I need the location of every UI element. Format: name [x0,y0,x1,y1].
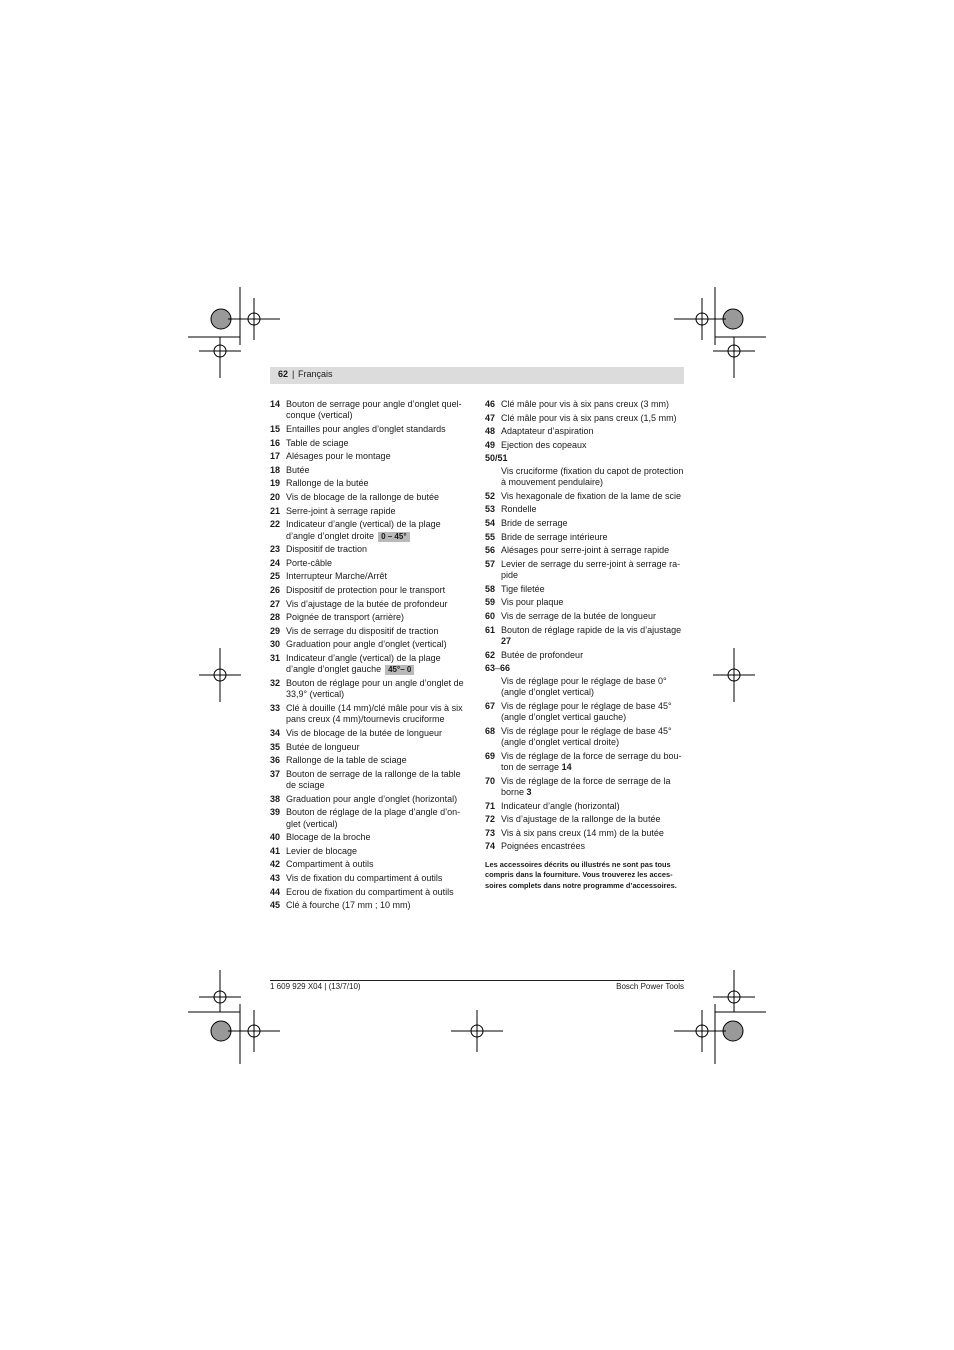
item-text-body: Vis de serrage de la butée de longueur [501,610,656,621]
item-number: 18 [270,464,281,475]
item-number: 29 [270,625,281,636]
item-text [286,703,470,726]
list-item [270,742,470,753]
item-text-body: Vis de réglage de la force de serrage de la borne [501,775,671,797]
item-number: 32 [270,677,281,688]
item-number: 33 [270,702,281,713]
list-item [270,755,470,766]
item-number: 49 [485,439,496,450]
item-number: 73 [485,827,496,838]
item-text-body: Levier de blocage [286,845,358,856]
right-list-b [485,491,685,661]
item-text [501,625,685,648]
page-number: 62 [278,369,289,379]
item-text-body: Indicateur d’angle (vertical) de la plage d’angle d’onglet gauche [286,652,441,675]
list-item [270,832,470,843]
item-text-body: Clé à fourche (17 mm ; 10 mm) [286,900,411,911]
item-text-body: Vis de réglage de la force de serrage du bouton de serrage [501,750,682,772]
item-text [286,465,470,476]
item-number: 40 [270,832,281,843]
item-text-body: Vis pour plaque [501,597,564,608]
item-text-body: Clé à douille (14 mm)/clé mâle pour vis à six pans creux (4 mm)/tournevis cruciforme [286,702,463,725]
item-text-body: Vis hexagonale de fixation de la lame de scie [501,490,681,501]
item-number: 21 [270,505,281,516]
item-number: 42 [270,859,281,870]
list-item [270,465,470,476]
item-number: 74 [485,841,496,852]
list-item [485,399,685,410]
item-text-body: Bouton de serrage pour angle d’onglet quelconque (vertical) [286,399,462,421]
item-number: 14 [270,399,281,409]
list-item [270,703,470,726]
item-text [501,776,685,799]
item-text [286,558,470,569]
item-number: 61 [485,624,496,635]
item-number: 41 [270,845,281,856]
item-50-51 [485,453,685,488]
item-text: Vis cruciforme (fixation du capot de protection à mouvement pendulaire) [501,465,684,488]
item-text [286,887,470,898]
item-number: 53 [485,504,496,515]
header-separator: | [292,369,295,379]
item-number: 24 [270,557,281,568]
item-text [286,755,470,766]
list-item [270,492,470,503]
item-number: 44 [270,886,281,897]
item-number: 31 [270,652,281,663]
item-text-body: Alésages pour le montage [286,451,391,462]
list-item [485,611,685,622]
item-number: 70 [485,775,496,786]
list-item [485,726,685,749]
list-item [270,612,470,623]
item-text-body: Butée de profondeur [501,649,584,660]
item-text-body: Ecrou de fixation du compartiment à outils [286,886,454,897]
list-item [485,545,685,556]
item-text-body: Vis de réglage pour le réglage de base 45° (angle d’onglet vertical gauche) [501,700,672,722]
range-dash: – [495,663,501,674]
item-number: 71 [485,800,496,811]
item-number: 27 [270,598,281,609]
item-number: 69 [485,750,496,761]
item-text [501,440,685,451]
list-item [270,873,470,884]
item-text [286,653,470,676]
item-text [286,424,470,435]
list-item [270,438,470,449]
item-text-body: Poignée de transport (arrière) [286,612,405,623]
list-item [270,859,470,870]
list-item [270,544,470,555]
list-item [270,478,470,489]
item-text [286,438,470,449]
item-number: 26 [270,584,281,595]
item-text [286,612,470,623]
item-number: 68 [485,725,496,736]
list-item [270,506,470,517]
list-item [485,650,685,661]
item-text-body: Entailles pour angles d’onglet standards [286,424,446,434]
item-number: 45 [270,900,281,911]
item-text [286,544,470,555]
item-text [501,611,685,622]
right-list-c [485,701,685,853]
item-text [501,650,685,661]
item-number: 23 [270,544,281,555]
right-column [485,399,685,891]
item-text-body: Rallonge de la butée [286,478,369,489]
item-text-body: Bride de serrage [501,517,568,528]
list-item [270,585,470,596]
item-text [286,900,470,911]
item-text [286,859,470,870]
item-text [501,726,685,749]
item-text-body: Adaptateur d’aspiration [501,426,594,437]
item-text-body: Blocage de la broche [286,832,371,843]
item-number: 25 [270,571,281,582]
item-text [501,518,685,529]
list-item [485,491,685,502]
item-text [286,626,470,637]
item-text-body: Bouton de réglage de la plage d’angle d’onglet (vertical) [286,807,461,829]
item-number: 17 [270,451,281,462]
item-number: 39 [270,807,281,818]
list-item [270,424,470,435]
item-text-body: Bride de serrage intérieure [501,531,608,542]
list-item [270,399,470,422]
item-number: 16 [270,437,281,448]
item-number: 59 [485,597,496,608]
item-text-body: Bouton de réglage rapide de la vis d’ajustage [501,624,682,635]
item-reference-number: 27 [501,635,512,646]
list-item [485,440,685,451]
list-item [485,426,685,437]
item-text [286,832,470,843]
list-item [485,776,685,799]
item-text [286,794,470,805]
item-number: 46 [485,399,496,409]
item-text [286,478,470,489]
item-text [501,701,685,724]
item-text [286,742,470,753]
item-text [286,399,470,422]
list-item [270,807,470,830]
item-text [501,559,685,582]
item-text-body: Table de sciage [286,437,349,448]
item-text [501,597,685,608]
item-text [501,801,685,812]
item-text-body: Dispositif de protection pour le transport [286,584,446,595]
item-number: 19 [270,478,281,489]
item-number-range [485,663,685,674]
left-column [270,399,470,914]
list-item [485,841,685,852]
item-text [286,571,470,582]
item-text [501,545,685,556]
list-item [485,584,685,595]
list-item [270,900,470,911]
list-item [270,558,470,569]
item-text-body: Vis de réglage pour le réglage de base 45° (angle d’onglet vertical droite) [501,725,672,747]
list-item [270,846,470,857]
item-text [286,846,470,857]
list-item [485,504,685,515]
angle-range-badge: 45°– 0 [385,665,414,675]
item-text [286,678,470,701]
item-number: 48 [485,426,496,437]
list-item [270,519,470,542]
list-item [485,532,685,543]
angle-range-badge: 0 – 45° [378,532,409,542]
item-text-body: Rondelle [501,504,537,515]
item-text-body: Dispositif de traction [286,544,368,555]
item-number: 22 [270,519,281,530]
item-text [501,584,685,595]
item-text [501,814,685,825]
list-item [485,801,685,812]
item-reference-number: 3 [526,786,532,797]
item-number: 37 [270,768,281,779]
item-number: 35 [270,741,281,752]
list-item [485,413,685,424]
footer-brand: Bosch Power Tools [616,982,684,991]
item-number: 62 [485,649,496,660]
item-text-body: Butée [286,464,310,475]
item-text [501,426,685,437]
list-item [270,451,470,462]
item-number: 55 [485,531,496,542]
item-number: 36 [270,755,281,766]
item-text-body: Vis de serrage du dispositif de traction [286,625,439,636]
item-text-body: Alésages pour serre-joint à serrage rapide [501,545,670,556]
item-text [501,413,685,424]
list-item [485,625,685,648]
item-text [501,828,685,839]
right-list-a [485,399,685,451]
list-item [485,828,685,839]
list-item [270,794,470,805]
item-text-body: Clé mâle pour vis à six pans creux (1,5 mm) [501,412,677,423]
item-reference-number: 14 [561,761,572,772]
list-item [270,599,470,610]
list-item [485,518,685,529]
item-number: 58 [485,583,496,594]
item-text [501,751,685,774]
item-text-body: Bouton de réglage pour un angle d’onglet de 33,9° (vertical) [286,677,464,700]
item-number: 47 [485,412,496,423]
list-item [270,728,470,739]
footer-divider [270,980,684,981]
item-text-body: Indicateur d’angle (vertical) de la plage d’angle d’onglet droite [286,519,441,541]
item-number: 50/51 [485,453,508,464]
item-text-body: Levier de serrage du serre-joint à serrage rapide [501,558,681,581]
page-header [270,367,684,384]
item-text [286,492,470,503]
list-item [270,626,470,637]
item-63-66 [485,663,685,698]
item-number: 28 [270,612,281,623]
item-text [286,639,470,650]
list-item [270,678,470,701]
list-item [485,559,685,582]
item-text-body: Graduation pour angle d’onglet (vertical) [286,639,447,650]
item-number: 57 [485,558,496,569]
item-number: 15 [270,424,281,434]
item-text-body: Vis de blocage de la butée de longueur [286,727,442,738]
item-text-body: Ejection des copeaux [501,439,587,450]
item-text-body: Graduation pour angle d’onglet (horizontal) [286,793,458,804]
item-text-body: Indicateur d’angle (horizontal) [501,800,620,811]
header-language: Français [298,369,333,379]
item-text [501,399,685,410]
item-text-body: Poignées encastrées [501,841,586,852]
item-text [286,585,470,596]
item-text-body: Bouton de serrage de la rallonge de la table de sciage [286,768,461,791]
item-number: 30 [270,639,281,650]
item-text-body: Clé mâle pour vis à six pans creux (3 mm) [501,399,670,409]
item-number: 72 [485,814,496,825]
item-number: 56 [485,545,496,556]
list-item [485,751,685,774]
item-number: 54 [485,517,496,528]
list-item [270,769,470,792]
item-text-body: Serre-joint à serrage rapide [286,505,396,516]
item-number: 34 [270,727,281,738]
item-text [501,841,685,852]
list-item [270,639,470,650]
item-text [501,491,685,502]
item-text-body: Butée de longueur [286,741,360,752]
item-text-body: Tige filetée [501,583,545,594]
accessories-note: Les accessoires décrits ou illustrés ne sont pas tous compris dans la fourniture. Vous trouverez les accessoires complets dans notre programme d’accessoires. [485,859,677,890]
item-text [501,504,685,515]
item-text [286,451,470,462]
range-start: 63 [485,663,496,674]
list-item [485,701,685,724]
range-end: 66 [500,663,511,674]
item-text [286,807,470,830]
item-number: 67 [485,700,496,711]
list-item [270,653,470,676]
item-text [286,506,470,517]
list-item [270,887,470,898]
item-text [501,532,685,543]
item-text-body: Vis à six pans creux (14 mm) de la butée [501,827,664,838]
footer-doc-id: 1 609 929 X04 | (13/7/10) [270,982,361,991]
item-text-body: Vis d’ajustage de la butée de profondeur [286,598,448,609]
item-text-body: Interrupteur Marche/Arrêt [286,571,388,582]
item-text [286,519,470,542]
item-number: 38 [270,793,281,804]
item-number: 52 [485,490,496,501]
item-text [286,769,470,792]
item-number: 43 [270,873,281,884]
item-text-body: Compartiment à outils [286,859,374,870]
item-text-body: Vis d’ajustage de la rallonge de la butée [501,814,661,825]
item-text-body: Vis de fixation du compartiment á outils [286,873,443,884]
item-text [286,873,470,884]
list-item [485,814,685,825]
item-text-body: Porte-câble [286,557,333,568]
list-item [270,571,470,582]
item-number: 60 [485,610,496,621]
list-item [485,597,685,608]
item-text [286,599,470,610]
item-text: Vis de réglage pour le réglage de base 0° (angle d’onglet vertical) [501,675,667,697]
item-text-body: Rallonge de la table de sciage [286,755,407,766]
item-number: 20 [270,491,281,502]
item-text [286,728,470,739]
item-text-body: Vis de blocage de la rallonge de butée [286,491,439,502]
